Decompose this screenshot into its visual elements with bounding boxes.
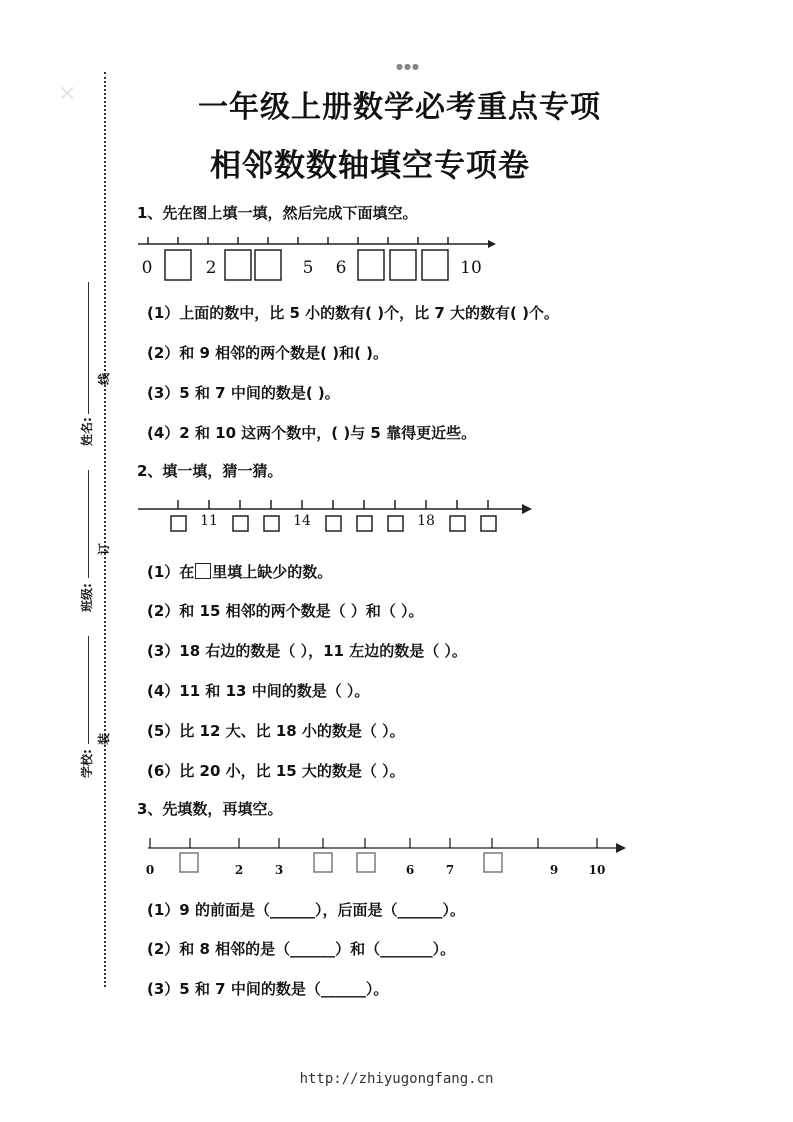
- axis-label: 0: [141, 258, 153, 278]
- number-line-2: [136, 494, 536, 538]
- s2-question-2: (2）和 15 相邻的两个数是（ ）和（ ）。: [147, 602, 424, 620]
- axis-label: 2: [234, 863, 244, 877]
- s2-question-6: (6）比 20 小，比 15 大的数是（ ）。: [147, 762, 405, 780]
- page-subtitle: 相邻数数轴填空专项卷: [210, 148, 530, 184]
- blank-box: [225, 250, 251, 280]
- axis-label: 9: [549, 863, 559, 877]
- blank-box-icon: [195, 563, 211, 579]
- number-line-3: [140, 832, 630, 880]
- number-line-1: [136, 232, 498, 282]
- name-underline: [88, 282, 89, 414]
- axis-label: 0: [145, 863, 155, 877]
- page-title: 一年级上册数学必考重点专项: [198, 90, 601, 125]
- class-underline: [88, 470, 89, 578]
- blank-box: [388, 516, 403, 531]
- s2-q1-after: 里填上缺少的数。: [212, 563, 333, 581]
- name-label: 姓名:: [80, 417, 94, 446]
- blank-box: [264, 516, 279, 531]
- blank-box: [171, 516, 186, 531]
- section3-heading: 3、先填数，再填空。: [137, 800, 283, 818]
- school-label: 学校:: [80, 749, 94, 778]
- s2-q1-before: (1）在: [147, 563, 195, 581]
- blank-box: [180, 853, 198, 872]
- footer-url[interactable]: http://zhiyugongfang.cn: [299, 1071, 494, 1087]
- axis-label: 10: [588, 863, 606, 877]
- school-underline: [88, 636, 89, 744]
- blank-box: [390, 250, 416, 280]
- blank-box: [357, 853, 375, 872]
- axis-label: 18: [417, 513, 435, 529]
- axis-label: 5: [302, 258, 314, 278]
- axis-label: 3: [274, 863, 284, 877]
- axis-label: 11: [200, 513, 218, 529]
- axis-label: 6: [335, 258, 347, 278]
- blank-box: [314, 853, 332, 872]
- s2-question-1: [147, 561, 332, 582]
- s1-question-4: (4）2 和 10 这两个数中，( )与 5 靠得更近些。: [147, 424, 477, 442]
- s3-question-2: (2）和 8 相邻的是（______）和（_______）。: [147, 940, 456, 958]
- axis-label: 6: [405, 863, 415, 877]
- s1-question-3: (3）5 和 7 中间的数是( )。: [147, 384, 340, 402]
- s1-question-2: (2）和 9 相邻的两个数是( )和( )。: [147, 344, 389, 362]
- blank-box: [357, 516, 372, 531]
- axis-label: 14: [293, 513, 311, 529]
- binding-dotted-line: [104, 72, 106, 987]
- blank-box: [481, 516, 496, 531]
- axis-label: 10: [460, 258, 482, 278]
- s1-question-1: (1）上面的数中，比 5 小的数有( )个，比 7 大的数有( )个。: [147, 304, 559, 322]
- close-icon: ✕: [58, 82, 77, 107]
- s2-question-5: (5）比 12 大、比 18 小的数是（ ）。: [147, 722, 405, 740]
- blank-box: [165, 250, 191, 280]
- blank-box: [484, 853, 502, 872]
- blank-box: [326, 516, 341, 531]
- section2-heading: 2、填一填，猜一猜。: [137, 462, 283, 480]
- binding-mark-ding: 订: [97, 542, 111, 555]
- blank-box: [450, 516, 465, 531]
- binding-mark-xian: 线: [97, 372, 111, 385]
- s3-question-1: (1）9 的前面是（______），后面是（______）。: [147, 901, 465, 919]
- class-label: 班级:: [80, 583, 94, 612]
- axis-label: 2: [205, 258, 217, 278]
- s2-question-3: (3）18 右边的数是（ ），11 左边的数是（ ）。: [147, 642, 467, 660]
- s3-question-3: (3）5 和 7 中间的数是（______）。: [147, 980, 389, 998]
- more-dots-icon: ●●●: [396, 62, 420, 71]
- section1-heading: 1、先在图上填一填，然后完成下面填空。: [137, 204, 418, 222]
- blank-box: [422, 250, 448, 280]
- blank-box: [255, 250, 281, 280]
- blank-box: [233, 516, 248, 531]
- binding-mark-zhuang: 装: [97, 732, 111, 745]
- s2-question-4: (4）11 和 13 中间的数是（ ）。: [147, 682, 370, 700]
- blank-box: [358, 250, 384, 280]
- axis-label: 7: [445, 863, 455, 877]
